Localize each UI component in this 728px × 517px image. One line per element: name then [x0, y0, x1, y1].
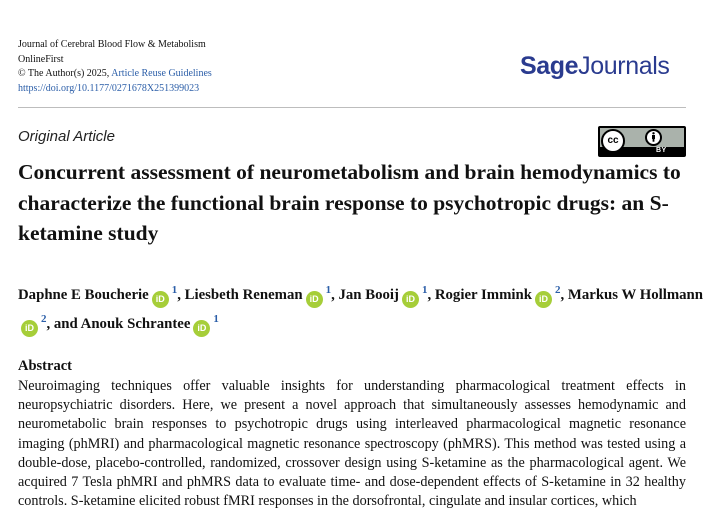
author-3	[338, 284, 435, 304]
author-name[interactable]: Markus W Hollmann	[567, 287, 704, 303]
copyright-line	[18, 67, 212, 82]
author-separator: ,	[177, 287, 185, 303]
orcid-icon[interactable]: iD	[21, 320, 38, 337]
by-label: BY	[656, 147, 667, 154]
orcid-icon[interactable]: iD	[193, 320, 210, 337]
author-4	[434, 284, 568, 304]
sage-journals-logo[interactable]	[520, 52, 669, 81]
author-name[interactable]: Liesbeth Reneman	[184, 287, 303, 303]
affiliation-marker[interactable]: 2	[554, 284, 561, 296]
cc-icon: cc	[601, 129, 625, 153]
author-1	[18, 284, 185, 304]
article-title: Concurrent assessment of neurometabolism and brain hemodynamics to characterize the functional brain response to psychotropic drugs: an S-ketamine study	[18, 160, 681, 245]
person-icon	[651, 132, 656, 142]
header-divider	[18, 107, 686, 108]
journal-name: Journal of Cerebral Blood Flow & Metabolism	[18, 39, 206, 50]
author-separator: ,	[427, 287, 435, 303]
orcid-icon[interactable]: iD	[402, 291, 419, 308]
author-separator: , and	[46, 316, 81, 332]
author-2	[184, 284, 339, 304]
affiliation-marker[interactable]: 1	[171, 284, 178, 296]
abstract-body: Neuroimaging techniques offer valuable insights for understanding pharmacological treatment effects in neuropsychiatric disorders. Here, we present a novel approach that simultaneously assesses hemodynamic and neurometabolic brain responses to psychotropic drugs using interleaved pharmacological magnetic resonance imaging (phMRI) and pharmacological magnetic resonance spectroscopy (phMRS). This method was tested using a double-dose, placebo-controlled, randomized, crossover design using S-ketamine as the pharmacological agent. We acquired 7 Tesla phMRI and phMRS data to evaluate time- and dose-dependent effects of S-ketamine in 32 healthy controls. S-ketamine elicited robust fMRI responses in the dorsofrontal, cingulate and insular cortices, which	[18, 378, 686, 510]
author-separator: ,	[331, 287, 339, 303]
orcid-icon[interactable]: iD	[152, 291, 169, 308]
author-name[interactable]: Rogier Immink	[434, 287, 532, 303]
logo-journals: Journals	[578, 52, 670, 80]
logo-sage: Sage	[520, 52, 579, 80]
publication-status: OnlineFirst	[18, 53, 64, 65]
author-list	[18, 279, 708, 337]
doi-link[interactable]: https://doi.org/10.1177/0271678X251399023	[18, 82, 200, 94]
orcid-icon[interactable]: iD	[306, 291, 323, 308]
article-type: Original Article	[18, 128, 115, 145]
affiliation-marker[interactable]: 2	[41, 313, 47, 325]
orcid-icon[interactable]: iD	[535, 291, 552, 308]
affiliation-marker[interactable]: 1	[421, 284, 428, 296]
article-meta	[18, 38, 212, 96]
author-separator: ,	[560, 287, 568, 303]
reuse-guidelines-link[interactable]: Article Reuse Guidelines	[111, 68, 212, 79]
author-6	[80, 313, 219, 333]
abstract-heading: Abstract	[18, 358, 72, 374]
copyright-text: © The Author(s) 2025,	[18, 68, 112, 79]
affiliation-marker[interactable]: 1	[325, 284, 332, 296]
author-name[interactable]: Jan Booij	[338, 287, 399, 303]
author-name[interactable]: Daphne E Boucherie	[18, 287, 149, 303]
author-name[interactable]: Anouk Schrantee	[80, 316, 191, 332]
cc-by-license-icon[interactable]	[598, 126, 686, 157]
affiliation-marker[interactable]: 1	[213, 313, 219, 325]
